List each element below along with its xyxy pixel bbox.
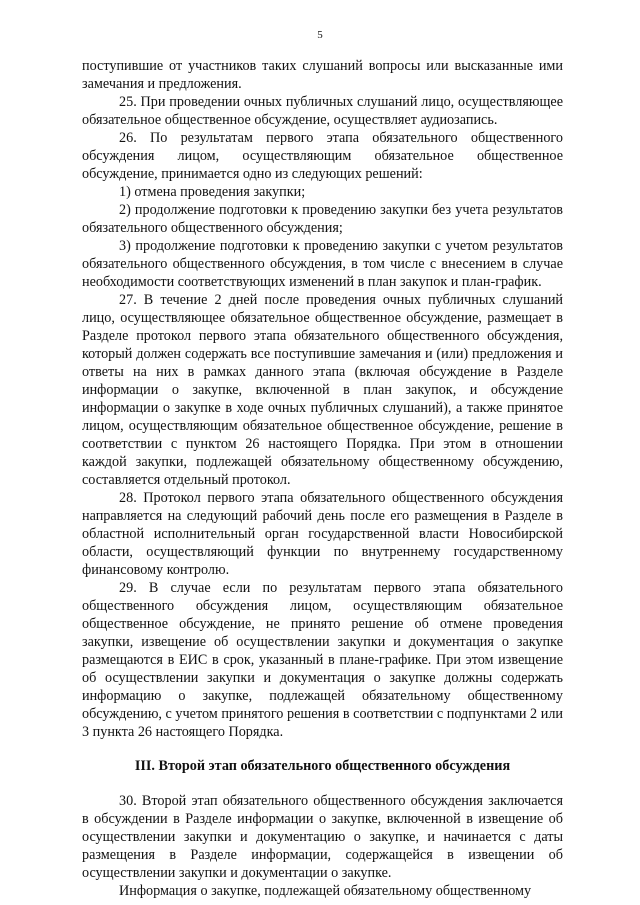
paragraph-info-start: Информация о закупке, подлежащей обязательному общественному bbox=[119, 883, 532, 899]
paragraph-26-item-2: 2) продолжение подготовки к проведению закупки без учета результатов обязательного общественного обсуждения; bbox=[82, 202, 563, 236]
page-number: 5 bbox=[317, 29, 323, 41]
paragraph-continuation: поступившие от участников таких слушаний вопросы или высказанные ими замечания и предложения. bbox=[82, 58, 563, 92]
paragraph-25: 25. При проведении очных публичных слушаний лицо, осуществляющее обязательное общественное обсуждение, осуществляет аудиозапись. bbox=[82, 94, 563, 128]
paragraph-26: 26. По результатам первого этапа обязательного общественного обсуждения лицом, осуществляющим обязательное общественное обсуждение, принимается одно из следующих решений: bbox=[82, 130, 563, 182]
paragraph-28: 28. Протокол первого этапа обязательного общественного обсуждения направляется на следующий рабочий день после его размещения в Разделе в областной исполнительный орган государственной власти Новосибирской области, осуществляющий функции по внутреннему государственному финансовому контролю. bbox=[82, 490, 563, 578]
paragraph-26-item-3: 3) продолжение подготовки к проведению закупки с учетом результатов обязательного общественного обсуждения, в том числе с внесением в случае необходимости соответствующих изменений в план закупок и план-график. bbox=[82, 238, 563, 290]
paragraph-29: 29. В случае если по результатам первого этапа обязательного общественного обсуждения лицом, осуществляющим обязательное общественное обсуждение, не принято решение об отмене проведения закупки, извещение об осуществлении закупки и документация о закупке размещаются в ЕИС в срок, указанный в плане-графике. При этом извещение об осуществлении закупки и документация о закупке должны содержать информацию о закупке, подлежащей обязательному общественному обсуждению, с учетом принятого решения в соответствии с подпунктами 2 или 3 пункта 26 настоящего Порядка. bbox=[82, 580, 563, 740]
paragraph-26-item-1: 1) отмена проведения закупки; bbox=[119, 184, 306, 200]
section-heading: III. Второй этап обязательного общественного обсуждения bbox=[134, 758, 511, 774]
paragraph-30: 30. Второй этап обязательного общественного обсуждения заключается в обсуждении в Разделе информации о закупке, включенной в извещение об осуществлении закупки и документацию о закупке, и начинается с даты размещения в Разделе информации, содержащейся в извещении об осуществлении закупки и документации о закупке. bbox=[82, 793, 563, 881]
document-body bbox=[82, 57, 563, 900]
paragraph-27: 27. В течение 2 дней после проведения очных публичных слушаний лицо, осуществляющее обязательное общественное обсуждение, размещает в Разделе протокол первого этапа обязательного общественного обсуждения, который должен содержать все поступившие замечания и (или) предложения и ответы на них в рамках данного этапа (включая обсуждение в Разделе информации о закупке, включенной в план закупок, и обсуждение информации о закупке в ходе очных публичных слушаний), а также принятое лицом, осуществляющим обязательное общественное обсуждение, решение в соответствии с пунктом 26 настоящего Порядка. При этом в отношении каждой закупки, подлежащей обязательному общественному обсуждению, составляется отдельный протокол. bbox=[82, 292, 563, 488]
